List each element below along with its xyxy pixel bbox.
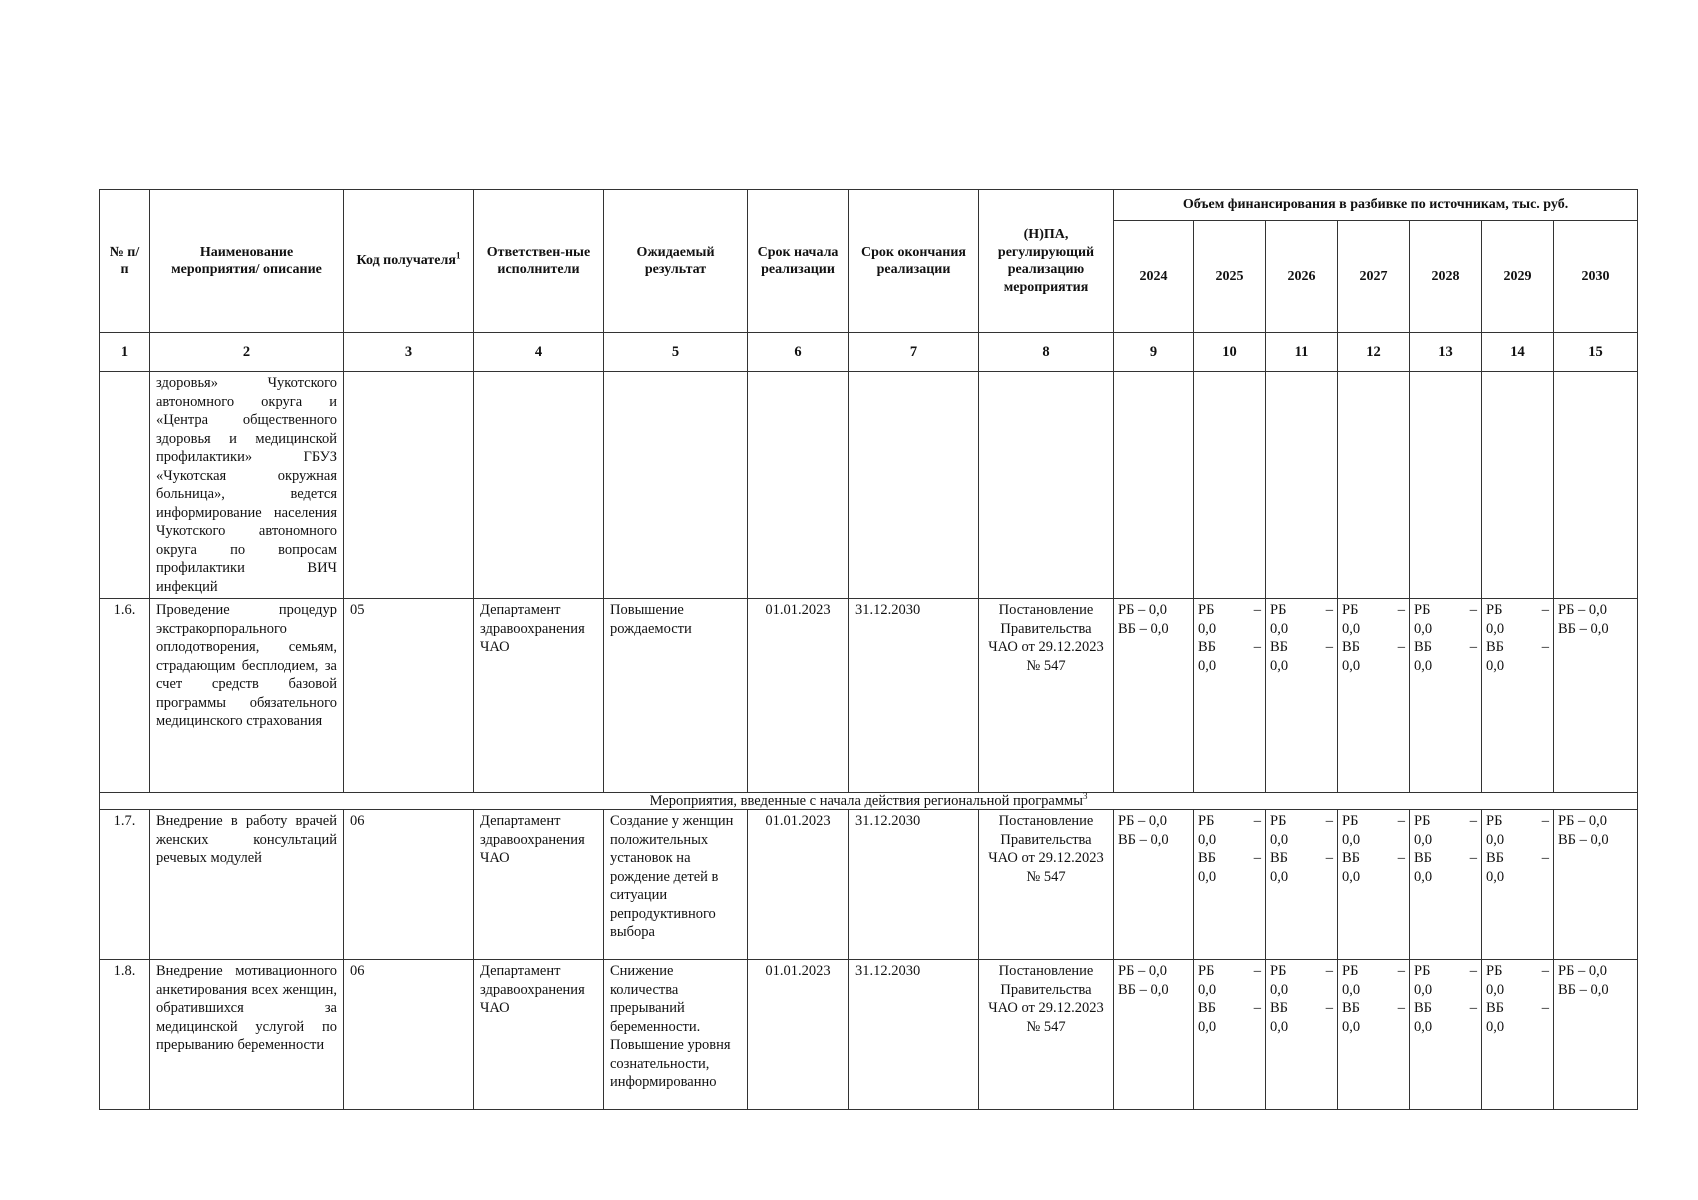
funding-2030 bbox=[1554, 960, 1638, 1110]
column-number: 5 bbox=[604, 333, 748, 372]
funding-value: ВБ – 0,0 bbox=[1118, 831, 1169, 848]
column-number: 7 bbox=[849, 333, 979, 372]
header-year: 2029 bbox=[1482, 221, 1554, 333]
funding-source-line bbox=[1270, 812, 1333, 831]
funding-value: 0,0 bbox=[1198, 1018, 1217, 1035]
funding-source-line bbox=[1414, 812, 1477, 831]
funding-source-line bbox=[1342, 999, 1405, 1018]
funding-value: ВБ bbox=[1270, 1000, 1288, 1016]
funding-2030 bbox=[1554, 810, 1638, 960]
funding-value: РБ bbox=[1414, 813, 1431, 829]
funding-source-line bbox=[1414, 962, 1477, 981]
funding-value: РБ – 0,0 bbox=[1118, 813, 1168, 829]
funding-value: ВБ bbox=[1342, 1000, 1360, 1016]
funding-value: РБ – 0,0 bbox=[1558, 602, 1608, 618]
funding-2027 bbox=[1338, 599, 1410, 793]
column-number: 4 bbox=[474, 333, 604, 372]
funding-source-line bbox=[1486, 601, 1549, 620]
funding-source-line bbox=[1198, 601, 1261, 620]
funding-source-line bbox=[1486, 999, 1549, 1018]
funding-value: 0,0 bbox=[1198, 868, 1217, 885]
funding-2025 bbox=[1194, 810, 1266, 960]
funding-value: ВБ bbox=[1198, 639, 1216, 655]
row-code: 06 bbox=[344, 810, 474, 960]
funding-source-line bbox=[1342, 962, 1405, 981]
funding-source-line bbox=[1342, 849, 1405, 868]
funding-value: – bbox=[1253, 813, 1261, 829]
funding-value: ВБ bbox=[1270, 850, 1288, 866]
header-npa: (Н)ПА, регулирующий реализацию мероприятия bbox=[979, 190, 1114, 333]
funding-value: – bbox=[1469, 602, 1477, 618]
funding-value: – bbox=[1397, 850, 1405, 866]
section-title bbox=[100, 793, 1638, 810]
funding-value: 0,0 bbox=[1198, 831, 1217, 848]
funding-value: – bbox=[1397, 1000, 1405, 1016]
funding-value: РБ bbox=[1414, 963, 1431, 979]
row-num: 1.7. bbox=[100, 810, 150, 960]
header-code bbox=[344, 190, 474, 333]
row-end: 31.12.2030 bbox=[849, 599, 979, 793]
funding-value: 0,0 bbox=[1198, 981, 1217, 998]
funding-value: ВБ bbox=[1414, 1000, 1432, 1016]
row-npa: Постановление Правительства ЧАО от 29.12.2023 № 547 bbox=[979, 810, 1114, 960]
row-responsible: Департамент здравоохранения ЧАО bbox=[474, 960, 604, 1110]
header-name: Наименование мероприятия/ описание bbox=[150, 190, 344, 333]
funding-2028 bbox=[1410, 599, 1482, 793]
column-number: 15 bbox=[1554, 333, 1638, 372]
funding-value: 0,0 bbox=[1414, 620, 1433, 637]
funding-source-line bbox=[1414, 999, 1477, 1018]
cell-empty bbox=[979, 372, 1114, 599]
funding-source-line bbox=[1198, 638, 1261, 657]
funding-2025 bbox=[1194, 960, 1266, 1110]
cell-empty bbox=[1338, 372, 1410, 599]
header-end: Срок окончания реализации bbox=[849, 190, 979, 333]
funding-2029 bbox=[1482, 810, 1554, 960]
funding-value: РБ bbox=[1270, 813, 1287, 829]
header-responsible: Ответствен-ные исполнители bbox=[474, 190, 604, 333]
funding-2027 bbox=[1338, 810, 1410, 960]
funding-value: – bbox=[1469, 813, 1477, 829]
funding-value: – bbox=[1325, 963, 1333, 979]
funding-value: – bbox=[1397, 963, 1405, 979]
funding-value: – bbox=[1325, 639, 1333, 655]
funding-source-line bbox=[1486, 849, 1549, 868]
row-start: 01.01.2023 bbox=[748, 960, 849, 1110]
row-result: Создание у женщин положительных установок на рождение детей в ситуации репродуктивного выбора bbox=[604, 810, 748, 960]
cell-empty bbox=[1410, 372, 1482, 599]
header-row-1 bbox=[100, 190, 1638, 221]
funding-value: – bbox=[1397, 602, 1405, 618]
funding-value: ВБ bbox=[1342, 850, 1360, 866]
funding-value: 0,0 bbox=[1342, 1018, 1361, 1035]
funding-source-line bbox=[1342, 812, 1405, 831]
funding-source-line bbox=[1270, 638, 1333, 657]
funding-value: РБ bbox=[1342, 963, 1359, 979]
funding-value: 0,0 bbox=[1198, 657, 1217, 674]
continued-name: здоровья» Чукотского автономного округа и «Центра общественного здоровья и медицинской профилактики» ГБУЗ «Чукотская окружная больница», ведется информирование населения Чукотского автономного округа по вопросам профилактики ВИЧ инфекций bbox=[150, 372, 344, 599]
column-number: 11 bbox=[1266, 333, 1338, 372]
funding-value: 0,0 bbox=[1198, 620, 1217, 637]
column-number: 14 bbox=[1482, 333, 1554, 372]
header-funding: Объем финансирования в разбивке по источникам, тыс. руб. bbox=[1114, 190, 1638, 221]
funding-value: 0,0 bbox=[1270, 831, 1289, 848]
table-row bbox=[100, 599, 1638, 793]
row-name: Проведение процедур экстракорпорального оплодотворения, семьям, страдающим бесплодием, за счет средств базовой программы обязательного медицинского страхования bbox=[150, 599, 344, 793]
header-num: № п/п bbox=[100, 190, 150, 333]
funding-value: 0,0 bbox=[1486, 831, 1505, 848]
funding-value: 0,0 bbox=[1270, 981, 1289, 998]
funding-source-line bbox=[1414, 849, 1477, 868]
funding-value: – bbox=[1541, 963, 1549, 979]
funding-value: РБ – 0,0 bbox=[1558, 813, 1608, 829]
funding-value: – bbox=[1325, 850, 1333, 866]
row-responsible: Департамент здравоохранения ЧАО bbox=[474, 599, 604, 793]
funding-value: РБ bbox=[1486, 963, 1503, 979]
funding-value: РБ bbox=[1342, 813, 1359, 829]
funding-source-line bbox=[1270, 849, 1333, 868]
row-npa: Постановление Правительства ЧАО от 29.12.2023 № 547 bbox=[979, 960, 1114, 1110]
funding-value: ВБ bbox=[1486, 639, 1504, 655]
header-year: 2024 bbox=[1114, 221, 1194, 333]
funding-value: – bbox=[1469, 639, 1477, 655]
funding-value: 0,0 bbox=[1342, 868, 1361, 885]
header-code-footnote: 1 bbox=[455, 250, 461, 261]
funding-value: 0,0 bbox=[1486, 981, 1505, 998]
header-result: Ожидаемый результат bbox=[604, 190, 748, 333]
table-row bbox=[100, 810, 1638, 960]
funding-source-line bbox=[1198, 849, 1261, 868]
funding-value: ВБ bbox=[1270, 639, 1288, 655]
funding-value: – bbox=[1253, 1000, 1261, 1016]
funding-value: 0,0 bbox=[1414, 1018, 1433, 1035]
funding-source-line bbox=[1198, 999, 1261, 1018]
funding-value: – bbox=[1541, 1000, 1549, 1016]
row-name: Внедрение мотивационного анкетирования всех женщин, обратившихся за медицинской услугой по прерыванию беременности bbox=[150, 960, 344, 1110]
funding-source-line bbox=[1198, 962, 1261, 981]
header-year: 2030 bbox=[1554, 221, 1638, 333]
funding-value: – bbox=[1397, 813, 1405, 829]
funding-value: – bbox=[1469, 1000, 1477, 1016]
row-end: 31.12.2030 bbox=[849, 960, 979, 1110]
row-code: 06 bbox=[344, 960, 474, 1110]
funding-2024 bbox=[1114, 960, 1194, 1110]
row-start: 01.01.2023 bbox=[748, 599, 849, 793]
funding-value: РБ bbox=[1198, 963, 1215, 979]
column-number: 3 bbox=[344, 333, 474, 372]
cell-empty bbox=[344, 372, 474, 599]
table-row bbox=[100, 960, 1638, 1110]
cell-empty bbox=[604, 372, 748, 599]
funding-value: 0,0 bbox=[1342, 657, 1361, 674]
funding-value: ВБ bbox=[1414, 850, 1432, 866]
funding-value: 0,0 bbox=[1486, 657, 1505, 674]
row-npa: Постановление Правительства ЧАО от 29.12.2023 № 547 bbox=[979, 599, 1114, 793]
funding-2026 bbox=[1266, 810, 1338, 960]
funding-source-line bbox=[1270, 601, 1333, 620]
funding-value: 0,0 bbox=[1270, 1018, 1289, 1035]
funding-value: РБ bbox=[1486, 602, 1503, 618]
funding-value: 0,0 bbox=[1414, 657, 1433, 674]
header-code-text: Код получателя bbox=[356, 253, 456, 269]
funding-value: РБ bbox=[1198, 602, 1215, 618]
section-footnote: 3 bbox=[1082, 791, 1088, 802]
funding-value: РБ bbox=[1270, 602, 1287, 618]
funding-value: – bbox=[1253, 639, 1261, 655]
funding-value: ВБ bbox=[1342, 639, 1360, 655]
funding-value: ВБ bbox=[1198, 1000, 1216, 1016]
funding-value: ВБ – 0,0 bbox=[1558, 981, 1609, 998]
row-code: 05 bbox=[344, 599, 474, 793]
funding-source-line bbox=[1198, 812, 1261, 831]
funding-source-line bbox=[1342, 638, 1405, 657]
header-year: 2027 bbox=[1338, 221, 1410, 333]
funding-source-line bbox=[1342, 601, 1405, 620]
funding-value: 0,0 bbox=[1486, 620, 1505, 637]
funding-source-line bbox=[1270, 999, 1333, 1018]
funding-value: 0,0 bbox=[1342, 620, 1361, 637]
cell-empty bbox=[1554, 372, 1638, 599]
funding-value: – bbox=[1541, 602, 1549, 618]
funding-source-line bbox=[1414, 601, 1477, 620]
funding-source-line bbox=[1486, 962, 1549, 981]
funding-value: 0,0 bbox=[1486, 868, 1505, 885]
funding-value: ВБ – 0,0 bbox=[1118, 620, 1169, 637]
funding-value: 0,0 bbox=[1342, 981, 1361, 998]
measures-table bbox=[99, 189, 1638, 1110]
section-row bbox=[100, 793, 1638, 810]
funding-source-line bbox=[1486, 812, 1549, 831]
funding-2025 bbox=[1194, 599, 1266, 793]
column-number-row bbox=[100, 333, 1638, 372]
cell-empty bbox=[474, 372, 604, 599]
funding-value: РБ bbox=[1486, 813, 1503, 829]
cell-empty bbox=[100, 372, 150, 599]
funding-value: – bbox=[1397, 639, 1405, 655]
row-end: 31.12.2030 bbox=[849, 810, 979, 960]
column-number: 2 bbox=[150, 333, 344, 372]
funding-2024 bbox=[1114, 810, 1194, 960]
funding-value: – bbox=[1325, 1000, 1333, 1016]
funding-value: 0,0 bbox=[1414, 981, 1433, 998]
column-number: 13 bbox=[1410, 333, 1482, 372]
funding-source-line bbox=[1414, 638, 1477, 657]
funding-2029 bbox=[1482, 960, 1554, 1110]
funding-value: – bbox=[1469, 963, 1477, 979]
funding-value: 0,0 bbox=[1486, 1018, 1505, 1035]
funding-value: – bbox=[1253, 963, 1261, 979]
cell-empty bbox=[1266, 372, 1338, 599]
column-number: 1 bbox=[100, 333, 150, 372]
funding-value: РБ bbox=[1414, 602, 1431, 618]
column-number: 6 bbox=[748, 333, 849, 372]
cell-empty bbox=[1194, 372, 1266, 599]
cell-empty bbox=[849, 372, 979, 599]
funding-2028 bbox=[1410, 960, 1482, 1110]
funding-value: ВБ bbox=[1486, 850, 1504, 866]
funding-value: 0,0 bbox=[1414, 831, 1433, 848]
continued-row bbox=[100, 372, 1638, 599]
funding-value: – bbox=[1541, 813, 1549, 829]
funding-value: 0,0 bbox=[1414, 868, 1433, 885]
cell-empty bbox=[1482, 372, 1554, 599]
funding-value: ВБ – 0,0 bbox=[1118, 981, 1169, 998]
row-result: Снижение количества прерываний беременности. Повышение уровня сознательности, информированно bbox=[604, 960, 748, 1110]
funding-value: РБ bbox=[1198, 813, 1215, 829]
funding-value: 0,0 bbox=[1270, 620, 1289, 637]
section-title-text: Мероприятия, введенные с начала действия региональной программы bbox=[649, 793, 1083, 809]
funding-value: ВБ – 0,0 bbox=[1558, 620, 1609, 637]
funding-value: ВБ – 0,0 bbox=[1558, 831, 1609, 848]
funding-2029 bbox=[1482, 599, 1554, 793]
funding-value: – bbox=[1325, 813, 1333, 829]
funding-value: 0,0 bbox=[1270, 868, 1289, 885]
row-num: 1.8. bbox=[100, 960, 150, 1110]
funding-value: ВБ bbox=[1198, 850, 1216, 866]
funding-2030 bbox=[1554, 599, 1638, 793]
column-number: 8 bbox=[979, 333, 1114, 372]
funding-value: ВБ bbox=[1486, 1000, 1504, 1016]
row-name: Внедрение в работу врачей женских консультаций речевых модулей bbox=[150, 810, 344, 960]
cell-empty bbox=[1114, 372, 1194, 599]
funding-value: 0,0 bbox=[1270, 657, 1289, 674]
funding-value: – bbox=[1469, 850, 1477, 866]
funding-value: – bbox=[1541, 850, 1549, 866]
funding-2026 bbox=[1266, 960, 1338, 1110]
column-number: 12 bbox=[1338, 333, 1410, 372]
column-number: 9 bbox=[1114, 333, 1194, 372]
funding-value: – bbox=[1325, 602, 1333, 618]
funding-value: 0,0 bbox=[1342, 831, 1361, 848]
funding-2026 bbox=[1266, 599, 1338, 793]
header-year: 2028 bbox=[1410, 221, 1482, 333]
funding-source-line bbox=[1486, 638, 1549, 657]
funding-value: ВБ bbox=[1414, 639, 1432, 655]
funding-2024 bbox=[1114, 599, 1194, 793]
funding-value: РБ – 0,0 bbox=[1118, 963, 1168, 979]
funding-value: – bbox=[1541, 639, 1549, 655]
funding-value: РБ bbox=[1270, 963, 1287, 979]
cell-empty bbox=[748, 372, 849, 599]
funding-value: – bbox=[1253, 850, 1261, 866]
row-result: Повышение рождаемости bbox=[604, 599, 748, 793]
funding-value: РБ – 0,0 bbox=[1118, 602, 1168, 618]
row-responsible: Департамент здравоохранения ЧАО bbox=[474, 810, 604, 960]
funding-source-line bbox=[1270, 962, 1333, 981]
header-year: 2025 bbox=[1194, 221, 1266, 333]
header-year: 2026 bbox=[1266, 221, 1338, 333]
funding-2028 bbox=[1410, 810, 1482, 960]
funding-value: РБ bbox=[1342, 602, 1359, 618]
funding-value: – bbox=[1253, 602, 1261, 618]
column-number: 10 bbox=[1194, 333, 1266, 372]
row-start: 01.01.2023 bbox=[748, 810, 849, 960]
funding-value: РБ – 0,0 bbox=[1558, 963, 1608, 979]
row-num: 1.6. bbox=[100, 599, 150, 793]
funding-2027 bbox=[1338, 960, 1410, 1110]
header-start: Срок начала реализации bbox=[748, 190, 849, 333]
